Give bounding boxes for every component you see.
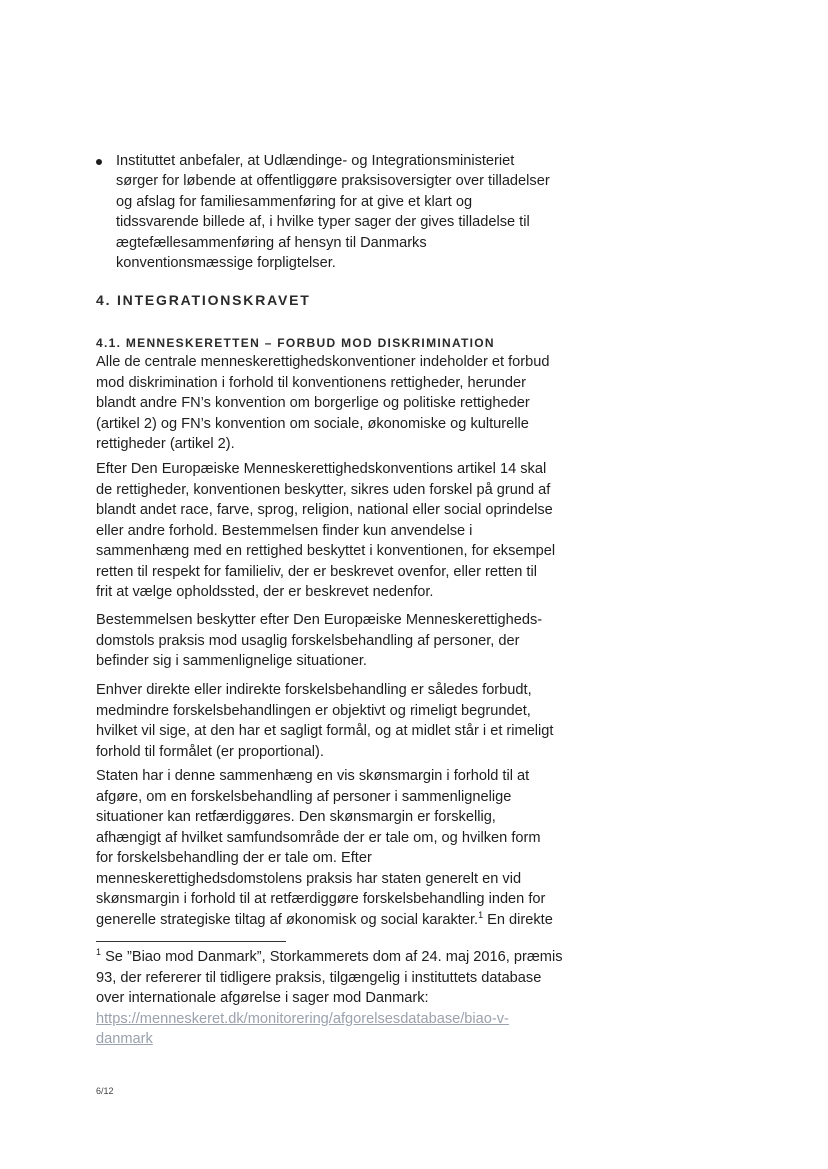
paragraph-1: Alle de centrale menneskerettighedskonventioner indeholder et forbud mod diskrimination i forhold til konventionens rettigheder, herunder blandt andre FN’s konvention om borgerlige og politiske rettigheder (artikel 2) og FN’s konvention om sociale, økonomiske og kulturelle rettigheder (artikel 2). [96, 354, 550, 452]
paragraph-5 [96, 766, 566, 930]
footnote-reference[interactable]: 1 [478, 909, 484, 920]
recommendation-text: Instituttet anbefaler, at Udlændinge- og Integrationsministeriet sørger for løbende at offentliggøre praksisoversigter over tilladelser og afslag for familiesammenføring for at give et klart og tidssvarende billede af, i hvilke typer sager der gives tilladelse til ægtefællesammenføring af hensyn til Danmarks konventionsmæssige forpligtelser. [116, 153, 550, 272]
page-number: 6/12 [96, 1086, 114, 1096]
subsection-heading: 4.1. MENNESKERETTEN – FORBUD MOD DISKRIMINATION [96, 336, 495, 350]
footnote-number: 1 [96, 947, 102, 958]
paragraph-5-tail: En direkte [483, 911, 553, 928]
footnote-divider [96, 941, 286, 942]
paragraph-3: Bestemmelsen beskytter efter Den Europæiske Menneskerettigheds- domstols praksis mod usaglig forskelsbehandling af personer, der befinder sig i sammenlignelige situationer. [96, 612, 543, 669]
paragraph-2: Efter Den Europæiske Menneskerettighedskonventions artikel 14 skal de rettigheder, konventionen beskytter, sikres uden forskel på grund af blandt andet race, farve, sprog, religion, national eller social oprindelse eller andre forhold. Bestemmelsen finder kun anvendelse i sammenhæng med en rettighed beskyttet i konventionen, for eksempel retten til respekt for familieliv, der er beskrevet ovenfor, eller retten til frit at vælge opholdssted, der er beskrevet nedenfor. [96, 461, 556, 600]
footnote [96, 947, 566, 1050]
footnote-link[interactable]: https://menneskeret.dk/monitorering/afgorelsesdatabase/biao-v- danmark [96, 1010, 509, 1047]
bullet-dot-icon [96, 159, 102, 165]
paragraph-5-text: Staten har i denne sammenhæng en vis skønsmargin i forhold til at afgøre, om en forskelsbehandling af personer i sammenlignelige situationer kan retfærdiggøres. Den skønsmargin er forskellig, afhængigt af hvilket samfundsområde der er tale om, og hvilken form for forskelsbehandling der er tale om. Efter menneskerettighedsdomstolens praksis har staten generelt en vid skønsmargin i forhold til at retfærdiggøre forskelsbehandling inden for generelle strategiske tiltag af økonomisk og social karakter. [96, 768, 546, 928]
footnote-text: Se ”Biao mod Danmark”, Storkammerets dom af 24. maj 2016, præmis 93, der refererer til tidligere praksis, tilgængelig i instituttets database over internationale afgørelse i sager mod Danmark: [96, 949, 563, 1006]
recommendation-bullet [96, 151, 576, 273]
paragraph-4: Enhver direkte eller indirekte forskelsbehandling er således forbudt, medmindre forskelsbehandlingen er objektivt og rimeligt begrundet, hvilket vil sige, at den har et sagligt formål, og at midlet står i et rimeligt forhold til formålet (er proportional). [96, 682, 554, 760]
section-heading: 4. INTEGRATIONSKRAVET [96, 292, 311, 308]
